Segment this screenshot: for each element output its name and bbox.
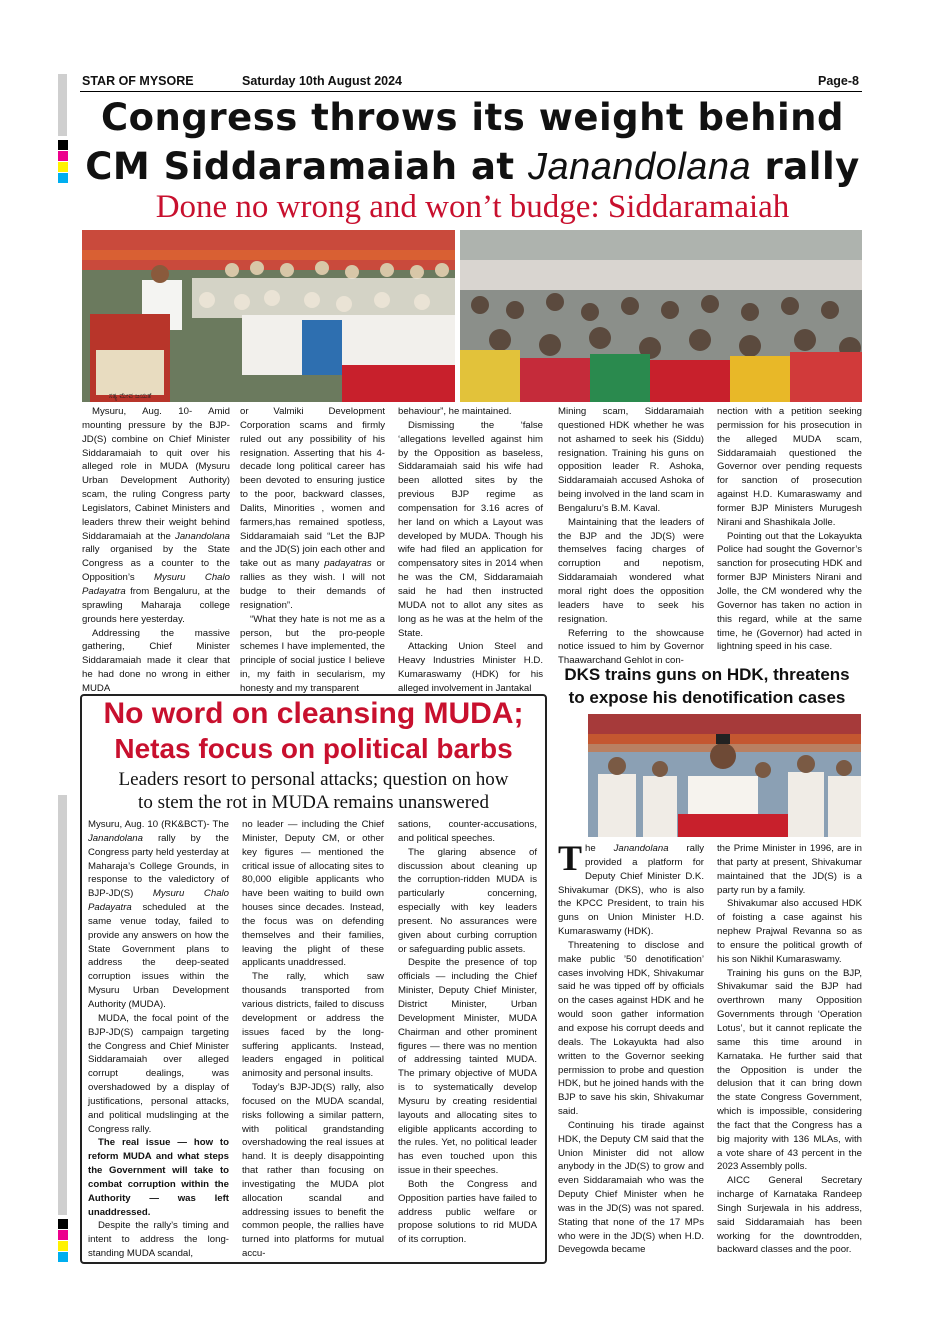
lead-headline-line2: CM Siddaramaiah at Janandolana rally	[85, 145, 860, 188]
lead-column-4: Mining scam, Siddaramaiah questioned HDK whether he was not ashamed to seek his (Siddu) resignation. Training his guns on opposition leader R. Ashoka, Siddaramaiah accused Ashoka of being involved in the land scam in Bengaluru’s B.M. Kaval. Maintaining that the leaders of the BJP and the JD(S) were themselves facing charges of corruption and nepotism, Siddaramaiah wondered what moral right does the opposition leaders have to seek his resignation. Referring to the showcause notice issued to him by Governor Thaawarchand Gehlot in con-	[558, 406, 704, 667]
dks-photo	[588, 714, 861, 837]
registration-mark-magenta-2	[58, 1230, 68, 1240]
lead-column-1: Mysuru, Aug. 10- Amid mounting pressure by the BJP-JD(S) combine on Chief Minister Siddaramaiah to quit over his alleged role in MUDA (Mysuru Urban Development Authority) scam, the ruling Congress party Legislators, Cabinet Ministers and leaders threw their weight behind Siddaramaiah at the Janandolana rally organised by the State Congress as a counter to the Opposition’s Mysuru Chalo Padayatra from Bengaluru, at the sprawling Maharaja college grounds here yesterday. Addressing the massive gathering, Chief Minister Siddaramaiah made it clear that he had done no wrong in either MUDA	[82, 406, 230, 694]
podium-text: ಸತ್ಯ ಮೇವ ಜಯತೆ	[108, 392, 152, 400]
dks-column-2: the Prime Minister in 1996, are in that party at present, Shivakumar maintained that the JD(S) is a party run by a family. Shivakumar also accused HDK of foisting a case against his nephew Prajwal Revanna so as to ensure the political growth of his son Nikhil Kumaraswamy. Training his guns on the BJP, Shivakumar said the BJP had overthrown many Opposition Governments through ‘Operation Lotus’, but it cannot replicate the same this time around in Karnataka. He further said that the Opposition is under the delusion that it can bring down the state Congress Government, which is impossible, considering the fact that the Congress has a big majority with 136 MLAs, with a vote share of 43 percent in the 2023 Assembly polls. AICC General Secretary incharge of Karnataka Randeep Singh Surjewala in his address, said Siddaramaiah has been working for the downtrodden, backward classes and the poor.	[717, 843, 862, 1256]
lead-column-2: or Valmiki Development Corporation scams and firmly ruled out any possibility of his resignation. Asserting that his 4-decade long political career has been devoted to ensuring justice to the poor, backward classes, Dalits, Minorities , women and farmers,has remained spotless, Siddaramaiah said “Let the BJP and the JD(S) join each other and take out as many padayatras or rallies as they wish. I will not budge to their demands of resignation”. “What they hate is not me as a person, but the pro-people schemes I have implemented, the principle of social justice I believe in, my faith in secularism, my honesty and my transparent	[240, 406, 385, 694]
lead-column-3: behaviour”, he maintained. Dismissing the ‘false ‘allegations levelled against him by the Opposition as baseless, Siddaramaiah said his wife had been allotted sites by the previous BJP regime as compensation for 3.16 acres of her land on which a Layout was developed by MUDA. Though his wife had filed an application for compensatory sites in 2014 when he was the CM, Siddaramaiah said he had then instructed MUDA not to allot any sites as long as he was at the helm of the State. Attacking Union Steel and Heavy Industries Minister H.D. Kumaraswamy (HDK) for his alleged involvement in Jantakal	[398, 406, 543, 694]
muda-headline-line2: Netas focus on political barbs	[114, 733, 513, 764]
muda-headline-line1: No word on cleansing MUDA;	[103, 697, 524, 730]
dks-column-1: The Janandolana rally provided a platform for Deputy Chief Minister D.K. Shivakumar (DKS), who is also the KPCC President, to train his guns on Union Minister H.D. Kumaraswamy (HDK). Threatening to disclose and make public ’50 denotification’ cases involving HDK, Shivakumar said he was tipped off by officials on the cases against HDK and he would soon gather information and expose his corrupt deeds and deals. The Lokayukta had also written to the Governor seeking permission to probe and question HDK, but he joined hands with the BJP to save his skin, Shivakumar said. Continuing his tirade against HDK, the Deputy CM said that the Union Minister did not allow anybody in the JD(S) to grow and even Siddaramaiah who was the Deputy Chief Minister when he was in the JD(S) was not spared. Stating that none of the 17 MPs who were in the JD(S) when H.D. Devegowda became	[558, 838, 704, 1256]
lead-subhead: Done no wrong and won’t budge: Siddaramaiah	[155, 189, 790, 225]
lead-column-5: nection with a petition seeking permission for his prosecution in the alleged MUDA scam, Siddaramaiah questioned the Governor over pending requests for sanction of prosecution against H.D. Kumaraswamy and former BJP Ministers Murugesh Nirani and Shashikala Jolle. Pointing out that the Lokayukta Police had sought the Governor’s sanction for prosecuting HDK and former BJP Ministers Nirani and Jolle, the CM wondered why the Governor has taken no action in this regard, while at the same time, he (Governor) had acted in lightning speed in his case.	[717, 406, 862, 653]
page-number: Page-8	[818, 74, 859, 88]
muda-column-3: sations, counter-accusations, and political speeches. The glaring absence of discussion about cleaning up the corruption-ridden MUDA is particularly concerning, especially with key leaders present. No assurances were given about curbing corruption or safeguarding public assets. Despite the presence of top officials — including the Chief Minister, Deputy Chief Minister, District Minister, Urban Development Minister, MUDA Chairman and other prominent figures — there was no mention of addressing tainted MUDA. The primary objective of MUDA is to systematically develop Mysuru by creating residential layouts and allocating sites to eligible applicants according to the rules. Yet, no political leader has even touched upon this issue in their speeches. Both the Congress and Opposition parties have failed to address public welfare or propose solutions to rid MUDA of its corruption.	[398, 819, 537, 1246]
muda-deck-line2: to stem the rot in MUDA remains unanswered	[138, 792, 489, 813]
registration-mark-cyan-2	[58, 1252, 68, 1262]
registration-mark-black-2	[58, 1219, 68, 1229]
paper-name: STAR OF MYSORE	[82, 74, 194, 88]
dks-headline-line2: to expose his denotification cases	[568, 688, 846, 707]
muda-deck-line1: Leaders resort to personal attacks; question on how	[118, 769, 509, 790]
lead-photo-dais	[82, 230, 455, 402]
lead-headline-line1: Congress throws its weight behind	[100, 96, 844, 139]
muda-column-2: no leader — including the Chief Minister, Deputy CM, or other key figures — mentioned the critical issue of allocating sites to 80,000 eligible applicants who have been waiting to build own houses since decades. Instead, the focus was on defending themselves and their families, leaving the plight of these applicants unaddressed. The rally, which saw thousands transported from various districts, failed to discuss development or address the issues faced by the long-suffering applicants. Instead, leaders engaged in political animosity and personal insults. Today’s BJP-JD(S) rally, also focused on the MUDA scandal, risks following a similar pattern, with political grandstanding overshadowing the real issues at hand. It is deeply disappointing that rather than focusing on investigating the MUDA plot allocation scandal and addressing issues to benefit the common people, the rallies have turned into platforms for mutual accu-	[242, 819, 384, 1260]
lead-photo-crowd	[460, 230, 862, 402]
margin-bar-mid-left	[58, 795, 67, 1215]
registration-mark-yellow-2	[58, 1241, 68, 1251]
dks-headline-line1: DKS trains guns on HDK, threatens	[564, 665, 850, 684]
muda-column-1: Mysuru, Aug. 10 (RK&BCT)- The Janandolana rally by the Congress party held yesterday at Maharaja’s College Grounds, in response to the valedictory of BJP-JD(S) Mysuru Chalo Padayatra scheduled at the same venue today, failed to provide any answers on how the State Government plans to address the deep-seated corruption issues within the Mysuru Urban Development Authority (MUDA). MUDA, the focal point of the BJP-JD(S) campaign targeting the Congress and Chief Minister Siddaramaiah over alleged corrupt dealings, was overshadowed by a display of justifications, personal attacks, and political mudslinging at the Congress rally. The real issue — how to reform MUDA and what steps the Government will take to combat corruption within the Authority — was left unaddressed. Despite the rally’s timing and intent to address the long-standing MUDA scandal,	[88, 819, 229, 1260]
issue-date: Saturday 10th August 2024	[242, 74, 403, 88]
header-rule	[80, 91, 862, 92]
